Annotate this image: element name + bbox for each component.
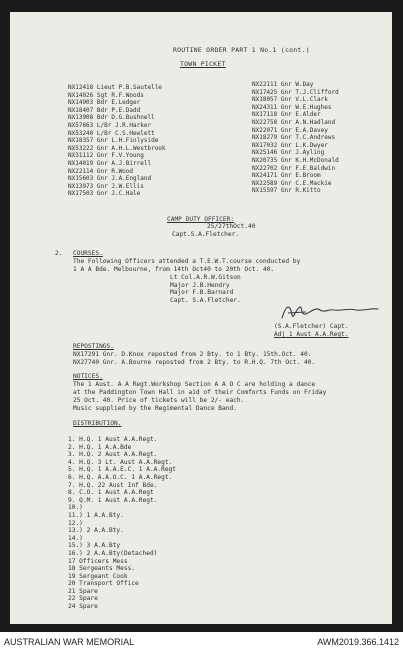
list-item: 3. H.Q. 2 Aust A.A.Regt. <box>68 451 158 459</box>
notices-line-1: The 1 Aust. A A Regt.Workshop Section A A O C are holding a dance <box>73 381 316 388</box>
picket-right-list <box>252 81 339 195</box>
repostings-line-1: NX17291 Gnr. D.Knox reposted from 2 Bty. to 1 Bty. 15th.Oct. 40. <box>73 351 312 358</box>
list-item: NX17032 Gnr L.K.Dwyer <box>252 141 328 149</box>
list-item: NX12418 Lieut P.B.Sautelle <box>68 84 162 91</box>
list-item: Capt. S.A.Fletcher. <box>170 296 241 304</box>
list-item: 19 Sergeant Cook <box>68 572 128 580</box>
duty-officer-heading: CAMP DUTY OFFICER: <box>167 216 235 223</box>
list-item: NX24171 Gnr E.Broom <box>252 172 321 180</box>
list-item: NX18407 Bdr P.E.Dadd <box>68 106 141 114</box>
list-item: NX53240 L/Br C.S.Hewlett <box>68 129 155 137</box>
list-item: 22 Spare <box>68 595 98 603</box>
list-item: 17 Officers Mess <box>68 557 128 565</box>
list-item: 21 Spare <box>68 587 98 595</box>
repostings-heading: REPOSTINGS. <box>73 343 114 350</box>
handwritten-signature <box>276 301 386 323</box>
list-item: NX14026 Sgt R.F.Woods <box>68 91 144 99</box>
list-item: NX22758 Gnr A.N.Hadland <box>252 118 336 126</box>
list-item: 5. H.Q. 1 A.A.E.C. 1 A.A.Regt <box>68 466 177 474</box>
list-item: NX15597 Gnr R.Kitto <box>252 187 321 195</box>
list-item: NX17503 Gnr J.C.Hale <box>68 190 141 198</box>
list-item: 12.) <box>68 519 83 527</box>
order-title: ROUTINE ORDER PART 1 No.1 (cont.) <box>173 46 310 54</box>
list-item: NX20735 Gnr K.H.McDonald <box>252 156 339 164</box>
picket-left-list <box>68 84 166 198</box>
list-item: NX22114 Gnr R.Wood <box>68 167 134 175</box>
list-item: Lt Col.A.R.W.Gitson <box>170 274 241 281</box>
signature-name: (S.A.Fletcher) Capt. <box>274 323 349 330</box>
footer-institution: AUSTRALIAN WAR MEMORIAL <box>4 637 135 647</box>
courses-number: 2. <box>55 250 63 257</box>
list-item: Major F.B.Barnard <box>170 289 234 297</box>
list-item: NX15603 Gnr J.A.England <box>68 175 152 183</box>
list-item: NX18279 Gnr T.C.Andrews <box>252 134 336 142</box>
list-item: 14.) <box>68 534 83 542</box>
list-item: NX22589 Gnr C.E.Mackie <box>252 179 332 187</box>
list-item: 10.) <box>68 504 83 512</box>
document-page <box>10 12 392 624</box>
list-item: NX57663 L/Br J.R.Harker <box>68 121 152 129</box>
list-item: NX22702 Gnr F.E.Baldwin <box>252 164 336 172</box>
list-item: 11.) 1 A.A.Bty. <box>68 511 124 519</box>
list-item: 18 Sergeants Mess. <box>68 565 136 573</box>
list-item: 24 Spare <box>68 603 98 611</box>
list-item: NX24311 Gnr W.E.Hughes <box>252 103 332 111</box>
list-item: NX17425 Gnr T.J.Clifford <box>252 88 339 96</box>
list-item: 13.) 2 A.A.Bty. <box>68 527 124 535</box>
list-item: NX17118 Gnr E.Alder <box>252 111 321 119</box>
list-item: 2. H.Q. 1 A.A.Bde <box>68 443 132 451</box>
list-item: 7. H.Q. 22 Aust Inf Bde. <box>68 481 158 489</box>
duty-officer-date: 25/27thOct.40 <box>207 223 256 230</box>
footer-bar <box>0 632 403 653</box>
signature-role: Adj 1 Aust A.A.Regt. <box>274 331 349 338</box>
list-item: NX22071 Gnr E.A.Davey <box>252 126 328 134</box>
list-item: NX13973 Gnr J.W.Ellis <box>68 182 144 190</box>
courses-officers <box>170 274 241 304</box>
distribution-list <box>68 436 176 611</box>
distribution-heading: DISTRIBUTION. <box>73 420 122 427</box>
courses-line-1: The Following Officers attended a T.E.W.T.course conducted by <box>73 258 301 265</box>
footer-accession-number: AWM2019.366.1412 <box>317 637 399 647</box>
duty-officer-name: Capt.S.A.Fletcher. <box>172 231 240 238</box>
notices-heading: NOTICES. <box>73 373 103 380</box>
list-item: NX14019 Gnr A.J.Birrell <box>68 159 152 167</box>
notices-line-4: Music supplied by the Regimental Dance Band. <box>73 405 237 412</box>
list-item: 1. H.Q. 1 Aust A.A.Regt. <box>68 436 158 443</box>
list-item: 9. Q.M. 1 Aust A.A.Regt. <box>68 496 158 504</box>
list-item: NX18057 Gnr V.L.Clark <box>252 96 328 104</box>
courses-line-2: 1 A A Bde. Melbourne, from 14th Oct40 to 20th Oct. 40. <box>73 266 275 273</box>
list-item: 16.) 2 A.A.Bty(Detached) <box>68 549 158 557</box>
list-item: NX14903 Bdr E.Ledger <box>68 99 141 107</box>
list-item: 20 Transport Office <box>68 580 139 588</box>
list-item: Major J.B.Hendry <box>170 281 230 289</box>
list-item: 6. H.Q. A.A.O.C. 1 A.A.Regt. <box>68 473 173 481</box>
list-item: NX13908 Bdr D.G.Bushnell <box>68 114 155 122</box>
repostings-line-2: NX27740 Gnr. A.Bourne reposted from 2 Bty. to R.H.Q. 7th Oct. 40. <box>73 359 316 366</box>
notices-line-3: 25 Oct. 40. Price of tickets will be 2/- each. <box>73 397 245 404</box>
notices-line-2: at the Paddington Town Hall in aid of their Comforts Funds on Friday <box>73 389 327 396</box>
town-picket-heading: TOWN PICKET <box>180 60 226 68</box>
list-item: NX18357 Gnr L.H.Finlyside <box>68 137 159 145</box>
list-item: NX25146 Gnr J.Ayling <box>252 149 325 157</box>
list-item: NX53222 Gnr A.H.L.Westbrook <box>68 144 166 152</box>
list-item: 4. H.Q. 3 Lt. Aust A.A.Regt. <box>68 458 173 466</box>
list-item: 8. C.O. 1 Aust A.A.Regt <box>68 489 154 497</box>
list-item: 15.) 3 A.A.Bty <box>68 542 121 550</box>
list-item: NX31112 Gnr F.V.Young <box>68 152 144 160</box>
list-item: NX22111 Gnr W.Day <box>252 81 314 88</box>
courses-heading: COURSES. <box>73 250 103 257</box>
